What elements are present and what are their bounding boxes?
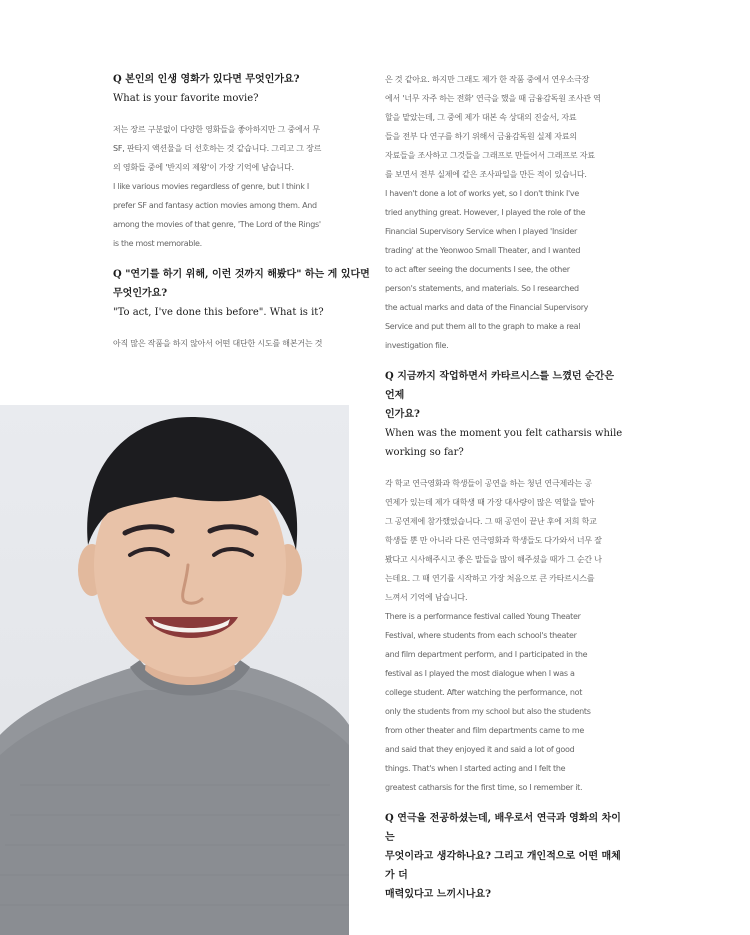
question-2-ko-line: Q "연기를 하기 위해, 이런 것까지 해봤다" 하는 게 있다면 xyxy=(113,269,370,280)
left-column xyxy=(113,70,373,353)
answer-2-ko-start: 아직 많은 작품을 하지 않아서 어떤 대단한 시도를 해본거는 것 xyxy=(113,339,323,348)
question-2-en: "To act, I've done this before". What is it? xyxy=(113,307,324,318)
answer-line: college student. After watching the performance, not xyxy=(385,688,583,697)
answer-line: things. That's when I started acting and I felt the xyxy=(385,764,566,773)
answer-line: 은 것 같아요. 하지만 그래도 제가 한 작품 중에서 연우소극장 xyxy=(385,75,590,84)
answer-line: 의 영화들 중에 '반지의 제왕'이 가장 기억에 남습니다. xyxy=(113,163,294,172)
answer-line: I haven't done a lot of works yet, so I don't think I've xyxy=(385,189,579,198)
answer-line: Service and put them all to the graph to make a real xyxy=(385,322,581,331)
question-4-ko-line: 무엇이라고 생각하나요? 그리고 개인적으로 어떤 매체가 더 xyxy=(385,851,621,881)
answer-line: prefer SF and fantasy action movies among them. And xyxy=(113,201,317,210)
answer-line: 들을 전부 다 연구를 하기 위해서 금융감독원 실제 자료의 xyxy=(385,132,577,141)
answer-line: from other theater and film departments came to me xyxy=(385,726,585,735)
answer-line: person's statements, and materials. So I researched xyxy=(385,284,579,293)
answer-3-en xyxy=(385,607,625,797)
answer-line: to act after seeing the documents I see, the other xyxy=(385,265,570,274)
answer-line: 느껴서 기억에 남습니다. xyxy=(385,593,468,602)
question-3-ko-line: Q 지금까지 작업하면서 카타르시스를 느꼈던 순간은 언제 xyxy=(385,371,614,401)
answer-line: the actual marks and data of the Financial Supervisory xyxy=(385,303,589,312)
answer-1-ko xyxy=(113,120,373,177)
question-4-ko-line: 매력있다고 느끼시나요? xyxy=(385,889,491,900)
answer-line: 는데요. 그 때 연기를 시작하고 가장 처음으로 큰 카타르시스를 xyxy=(385,574,595,583)
answer-3-ko xyxy=(385,474,625,607)
answer-line: only the students from my school but also the students xyxy=(385,707,591,716)
answer-line: 할을 맡았는데, 그 중에 제가 대본 속 상대의 진술서, 자료 xyxy=(385,113,577,122)
answer-1-en xyxy=(113,177,373,253)
answer-line: SF, 판타지 액션물을 더 선호하는 것 같습니다. 그리고 그 장르 xyxy=(113,144,322,153)
portrait-illustration xyxy=(0,405,349,935)
answer-line: and said that they enjoyed it and said a lot of good xyxy=(385,745,575,754)
answer-line: 봤다고 시사해주시고 좋은 말들을 많이 해주셨을 때가 그 순간 나 xyxy=(385,555,602,564)
answer-line: 각 학교 연극영화과 학생들이 공연을 하는 청년 연극제라는 공 xyxy=(385,479,592,488)
answer-line: festival as I played the most dialogue when I was a xyxy=(385,669,575,678)
answer-line: Festival, where students from each school's theater xyxy=(385,631,577,640)
answer-line: is the most memorable. xyxy=(113,239,202,248)
question-3-en-line: When was the moment you felt catharsis while xyxy=(385,428,623,439)
answer-line: 자료들을 조사하고 그것들을 그래프로 만들어서 그래프로 자료 xyxy=(385,151,595,160)
answer-line: Financial Supervisory Service when I played 'Insider xyxy=(385,227,577,236)
answer-line: tried anything great. However, I played the role of the xyxy=(385,208,586,217)
question-3-ko-line: 인가요? xyxy=(385,409,420,420)
answer-line: 학생들 뿐 만 아니라 다른 연극영화과 학생들도 다가와서 너무 잘 xyxy=(385,536,602,545)
answer-line: greatest catharsis for the first time, so I remember it. xyxy=(385,783,583,792)
answer-line: I like various movies regardless of genre, but I think I xyxy=(113,182,309,191)
answer-line: 그 공연제에 참가했었습니다. 그 때 공연이 끝난 후에 저희 학교 xyxy=(385,517,597,526)
answer-line: investigation file. xyxy=(385,341,449,350)
answer-line: 에서 '너무 자주 하는 전화' 연극을 했을 때 금융감독원 조사관 역 xyxy=(385,94,601,103)
answer-line: among the movies of that genre, 'The Lord of the Rings' xyxy=(113,220,321,229)
question-1-ko: Q 본인의 인생 영화가 있다면 무엇인가요? xyxy=(113,74,300,85)
answer-2-en xyxy=(385,184,625,355)
answer-line: trading' at the Yeonwoo Small Theater, and I wanted xyxy=(385,246,581,255)
question-3-en-line: working so far? xyxy=(385,447,464,458)
answer-2-ko-cont xyxy=(385,70,625,184)
answer-line: There is a performance festival called Young Theater xyxy=(385,612,581,621)
answer-line: 저는 장르 구분없이 다양한 영화들을 좋아하지만 그 중에서 무 xyxy=(113,125,320,134)
question-4-ko-line: Q 연극을 전공하셨는데, 배우로서 연극과 영화의 차이는 xyxy=(385,813,621,843)
question-2-ko-line: 무엇인가요? xyxy=(113,288,168,299)
answer-line: 를 보면서 전부 실제에 같은 조사파일을 만든 적이 있습니다. xyxy=(385,170,587,179)
portrait-photo xyxy=(0,405,349,935)
question-1-en: What is your favorite movie? xyxy=(113,93,259,104)
answer-line: 연제가 있는데 제가 대학생 때 가장 대사량이 많은 역할을 맡아 xyxy=(385,498,595,507)
answer-line: and film department perform, and I participated in the xyxy=(385,650,588,659)
right-column xyxy=(385,70,625,904)
